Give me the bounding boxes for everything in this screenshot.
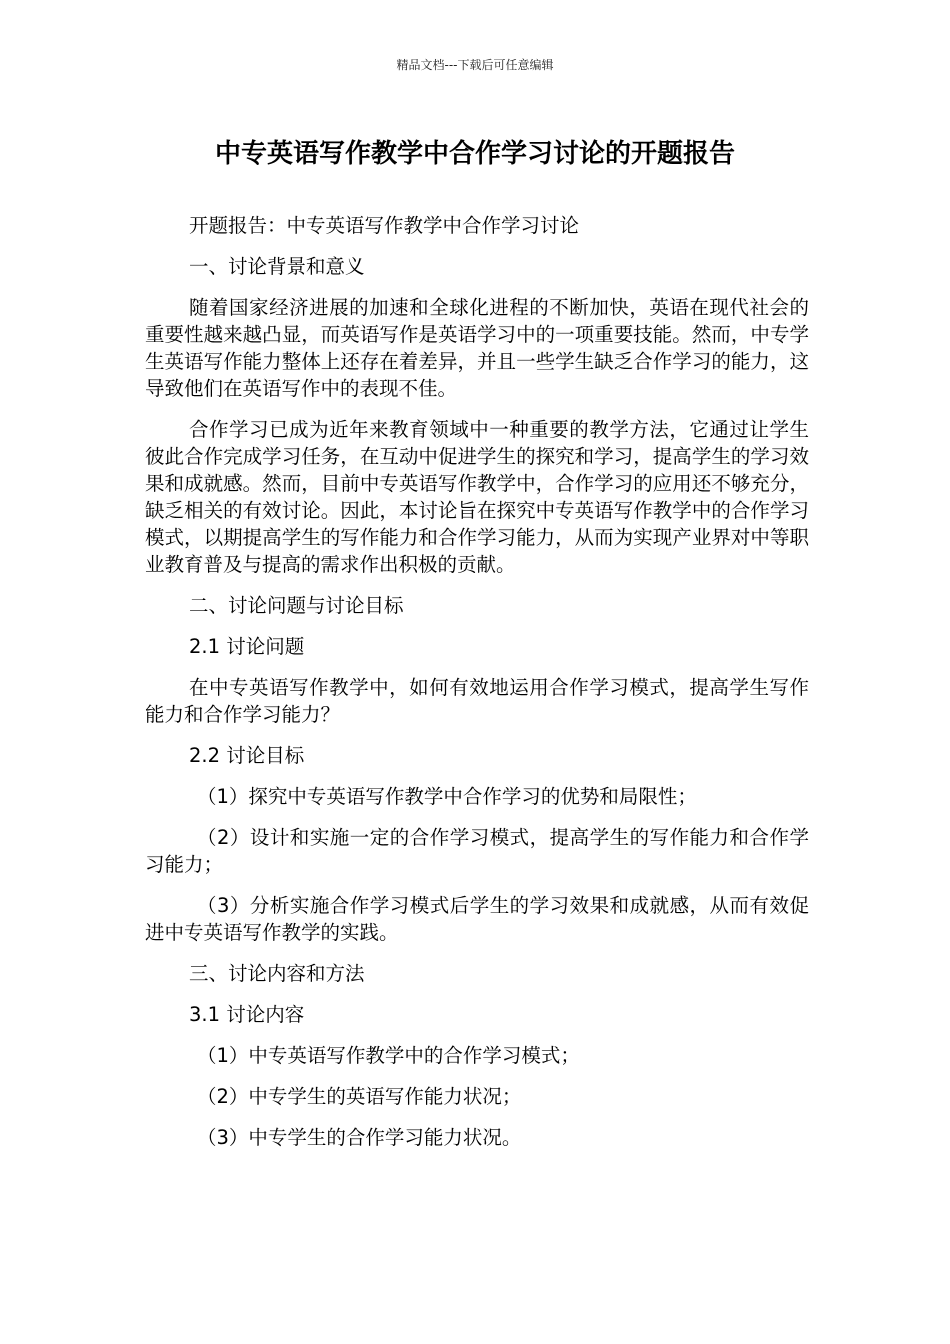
body-paragraph: 合作学习已成为近年来教育领域中一种重要的教学方法，它通过让学生彼此合作完成学习任务，在互动中促进学生的探究和学习，提高学生的学习效果和成就感。然而，目前中专英语写作教学中，合作学习的应用还不够充分，缺乏相关的有效讨论。因此，本讨论旨在探究中专英语写作教学中的合作学习模式，以期提高学生的写作能力和合作学习能力，从而为实现产业界对中等职业教育普及与提高的需求作出积极的贡献。 bbox=[145, 418, 809, 576]
document-title: 中专英语写作教学中合作学习讨论的开题报告 bbox=[214, 139, 735, 169]
list-item: （3）中专学生的合作学习能力状况。 bbox=[197, 1126, 522, 1149]
subsection-heading-3-1: 3.1 讨论内容 bbox=[189, 1003, 305, 1026]
section-heading-1: 一、讨论背景和意义 bbox=[189, 255, 365, 278]
list-item: （2）设计和实施一定的合作学习模式，提高学生的写作能力和合作学习能力； bbox=[145, 826, 809, 876]
body-paragraph: 随着国家经济进展的加速和全球化进程的不断加快，英语在现代社会的重要性越来越凸显，而英语写作是英语学习中的一项重要技能。然而，中专学生英语写作能力整体上还存在着差异，并且一些学生缺乏合作学习的能力，这导致他们在英语写作中的表现不佳。 bbox=[145, 296, 809, 400]
subsection-heading-2-1: 2.1 讨论问题 bbox=[189, 635, 305, 658]
list-item: （1）探究中专英语写作教学中合作学习的优势和局限性； bbox=[197, 785, 697, 808]
list-item: （1）中专英语写作教学中的合作学习模式； bbox=[197, 1044, 580, 1067]
list-item: （2）中专学生的英语写作能力状况； bbox=[197, 1085, 522, 1108]
body-paragraph: 在中专英语写作教学中，如何有效地运用合作学习模式，提高学生写作能力和合作学习能力？ bbox=[145, 676, 809, 726]
section-heading-3: 三、讨论内容和方法 bbox=[189, 962, 365, 985]
report-subtitle: 开题报告：中专英语写作教学中合作学习讨论 bbox=[189, 214, 580, 237]
document-body bbox=[145, 212, 809, 1165]
subsection-heading-2-2: 2.2 讨论目标 bbox=[189, 744, 305, 767]
page-header: 精品文档---下载后可任意编辑 bbox=[396, 58, 554, 72]
section-heading-2: 二、讨论问题与讨论目标 bbox=[189, 594, 404, 617]
list-item: （3）分析实施合作学习模式后学生的学习效果和成就感，从而有效促进中专英语写作教学的实践。 bbox=[145, 894, 809, 944]
